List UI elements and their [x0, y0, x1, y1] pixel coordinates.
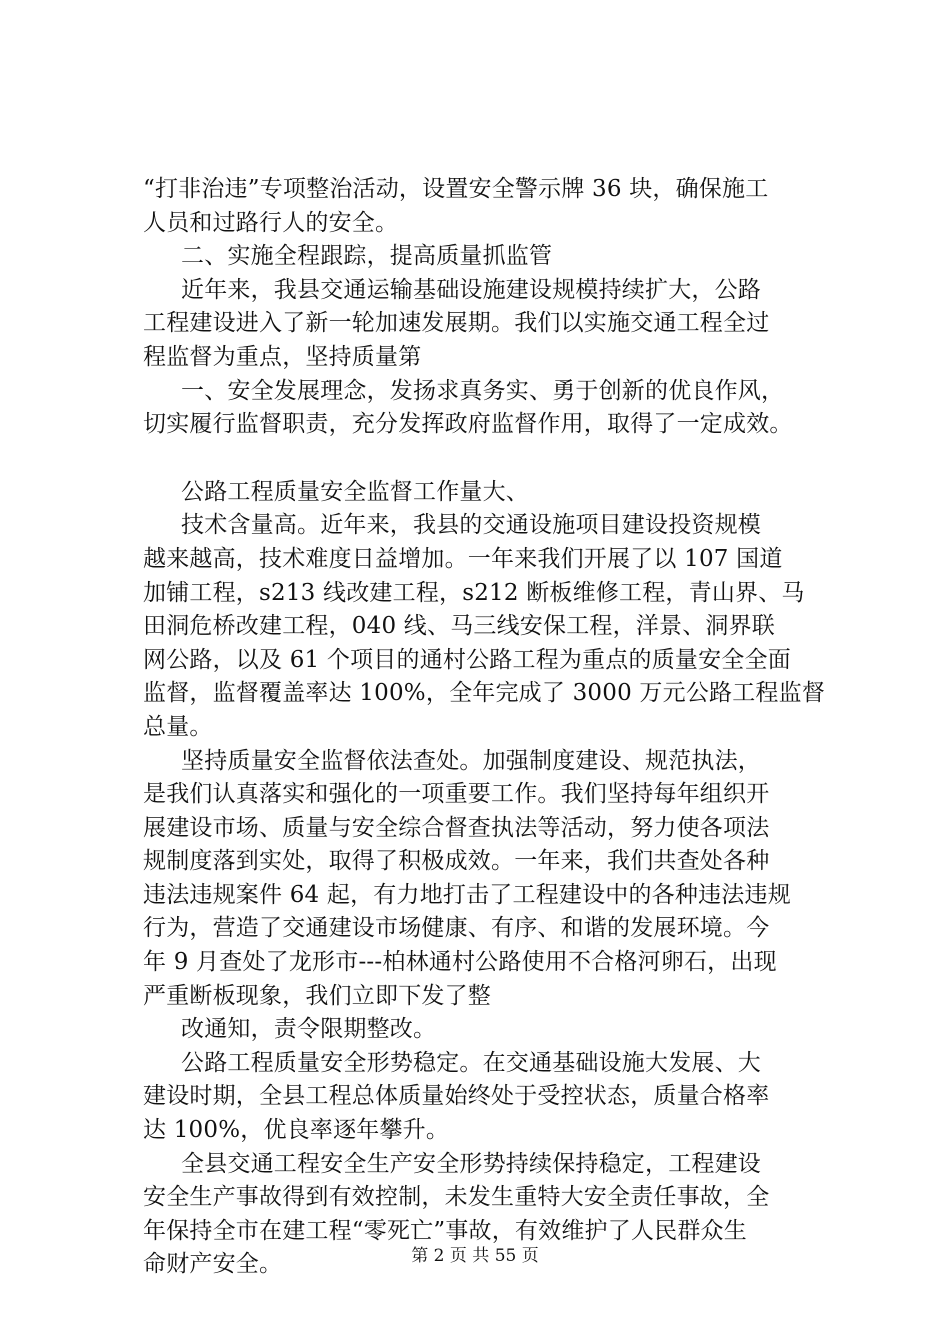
text-line: 行为，营造了交通建设市场健康、有序、和谐的发展环境。今	[143, 915, 770, 942]
text-line: 总量。	[143, 713, 213, 740]
text-line: 展建设市场、质量与安全综合督查执法等活动，努力使各项法	[143, 814, 770, 841]
text-line: 二、实施全程跟踪，提高质量抓监管	[181, 243, 553, 270]
text-line: 违法违规案件 64 起，有力地打击了工程建设中的各种违法违规	[143, 881, 791, 908]
text-line: 命财产安全。	[143, 1251, 283, 1278]
text-line: 规制度落到实处，取得了积极成效。一年来，我们共查处各种	[143, 848, 770, 875]
text-line: 监督，监督覆盖率达 100%，全年完成了 3000 万元公路工程监督	[143, 680, 826, 707]
text-line: 公路工程质量安全监督工作量大、	[181, 478, 529, 505]
text-line: 近年来，我县交通运输基础设施建设规模持续扩大，公路	[181, 276, 761, 303]
text-line: 田洞危桥改建工程，040 线、马三线安保工程，洋景、洞界联	[143, 613, 776, 640]
text-line: 年 9 月查处了龙形市---柏林通村公路使用不合格河卵石，出现	[143, 949, 777, 976]
text-line: 越来越高，技术难度日益增加。一年来我们开展了以 107 国道	[143, 545, 783, 572]
text-line: 改通知，责令限期整改。	[181, 1016, 437, 1043]
document-body	[143, 173, 843, 1282]
text-line: 人员和过路行人的安全。	[143, 209, 399, 236]
text-line: 全县交通工程安全生产安全形势持续保持稳定，工程建设	[181, 1150, 761, 1177]
text-line: 网公路，以及 61 个项目的通村公路工程为重点的质量安全全面	[143, 646, 791, 673]
text-line: 加铺工程，s213 线改建工程，s212 断板维修工程，青山界、马	[143, 579, 805, 606]
text-line: 技术含量高。近年来，我县的交通设施项目建设投资规模	[181, 512, 761, 539]
text-line: 坚持质量安全监督依法查处。加强制度建设、规范执法，	[181, 747, 761, 774]
paragraph-spacer	[143, 442, 843, 476]
text-line: 是我们认真落实和强化的一项重要工作。我们坚持每年组织开	[143, 781, 770, 808]
text-line: 公路工程质量安全形势稳定。在交通基础设施大发展、大	[181, 1049, 761, 1076]
text-line: 严重断板现象，我们立即下发了整	[143, 982, 491, 1009]
text-line: 安全生产事故得到有效控制，未发生重特大安全责任事故，全	[143, 1184, 770, 1211]
text-line: “打非治违”专项整治活动，设置安全警示牌 36 块，确保施工	[143, 176, 769, 202]
page-number-footer: 第 2 页 共 55 页	[411, 1246, 539, 1266]
text-line: 切实履行监督职责，充分发挥政府监督作用，取得了一定成效。	[143, 411, 793, 438]
text-line: 达 100%，优良率逐年攀升。	[143, 1117, 450, 1144]
text-line: 建设时期，全县工程总体质量始终处于受控状态，质量合格率	[143, 1083, 770, 1110]
text-line: 程监督为重点，坚持质量第	[143, 343, 422, 370]
text-line: 一、安全发展理念，发扬求真务实、勇于创新的优良作风，	[181, 377, 785, 404]
text-line: 年保持全市在建工程“零死亡”事故，有效维护了人民群众生	[143, 1217, 747, 1244]
text-line: 工程建设进入了新一轮加速发展期。我们以实施交通工程全过	[143, 310, 770, 337]
